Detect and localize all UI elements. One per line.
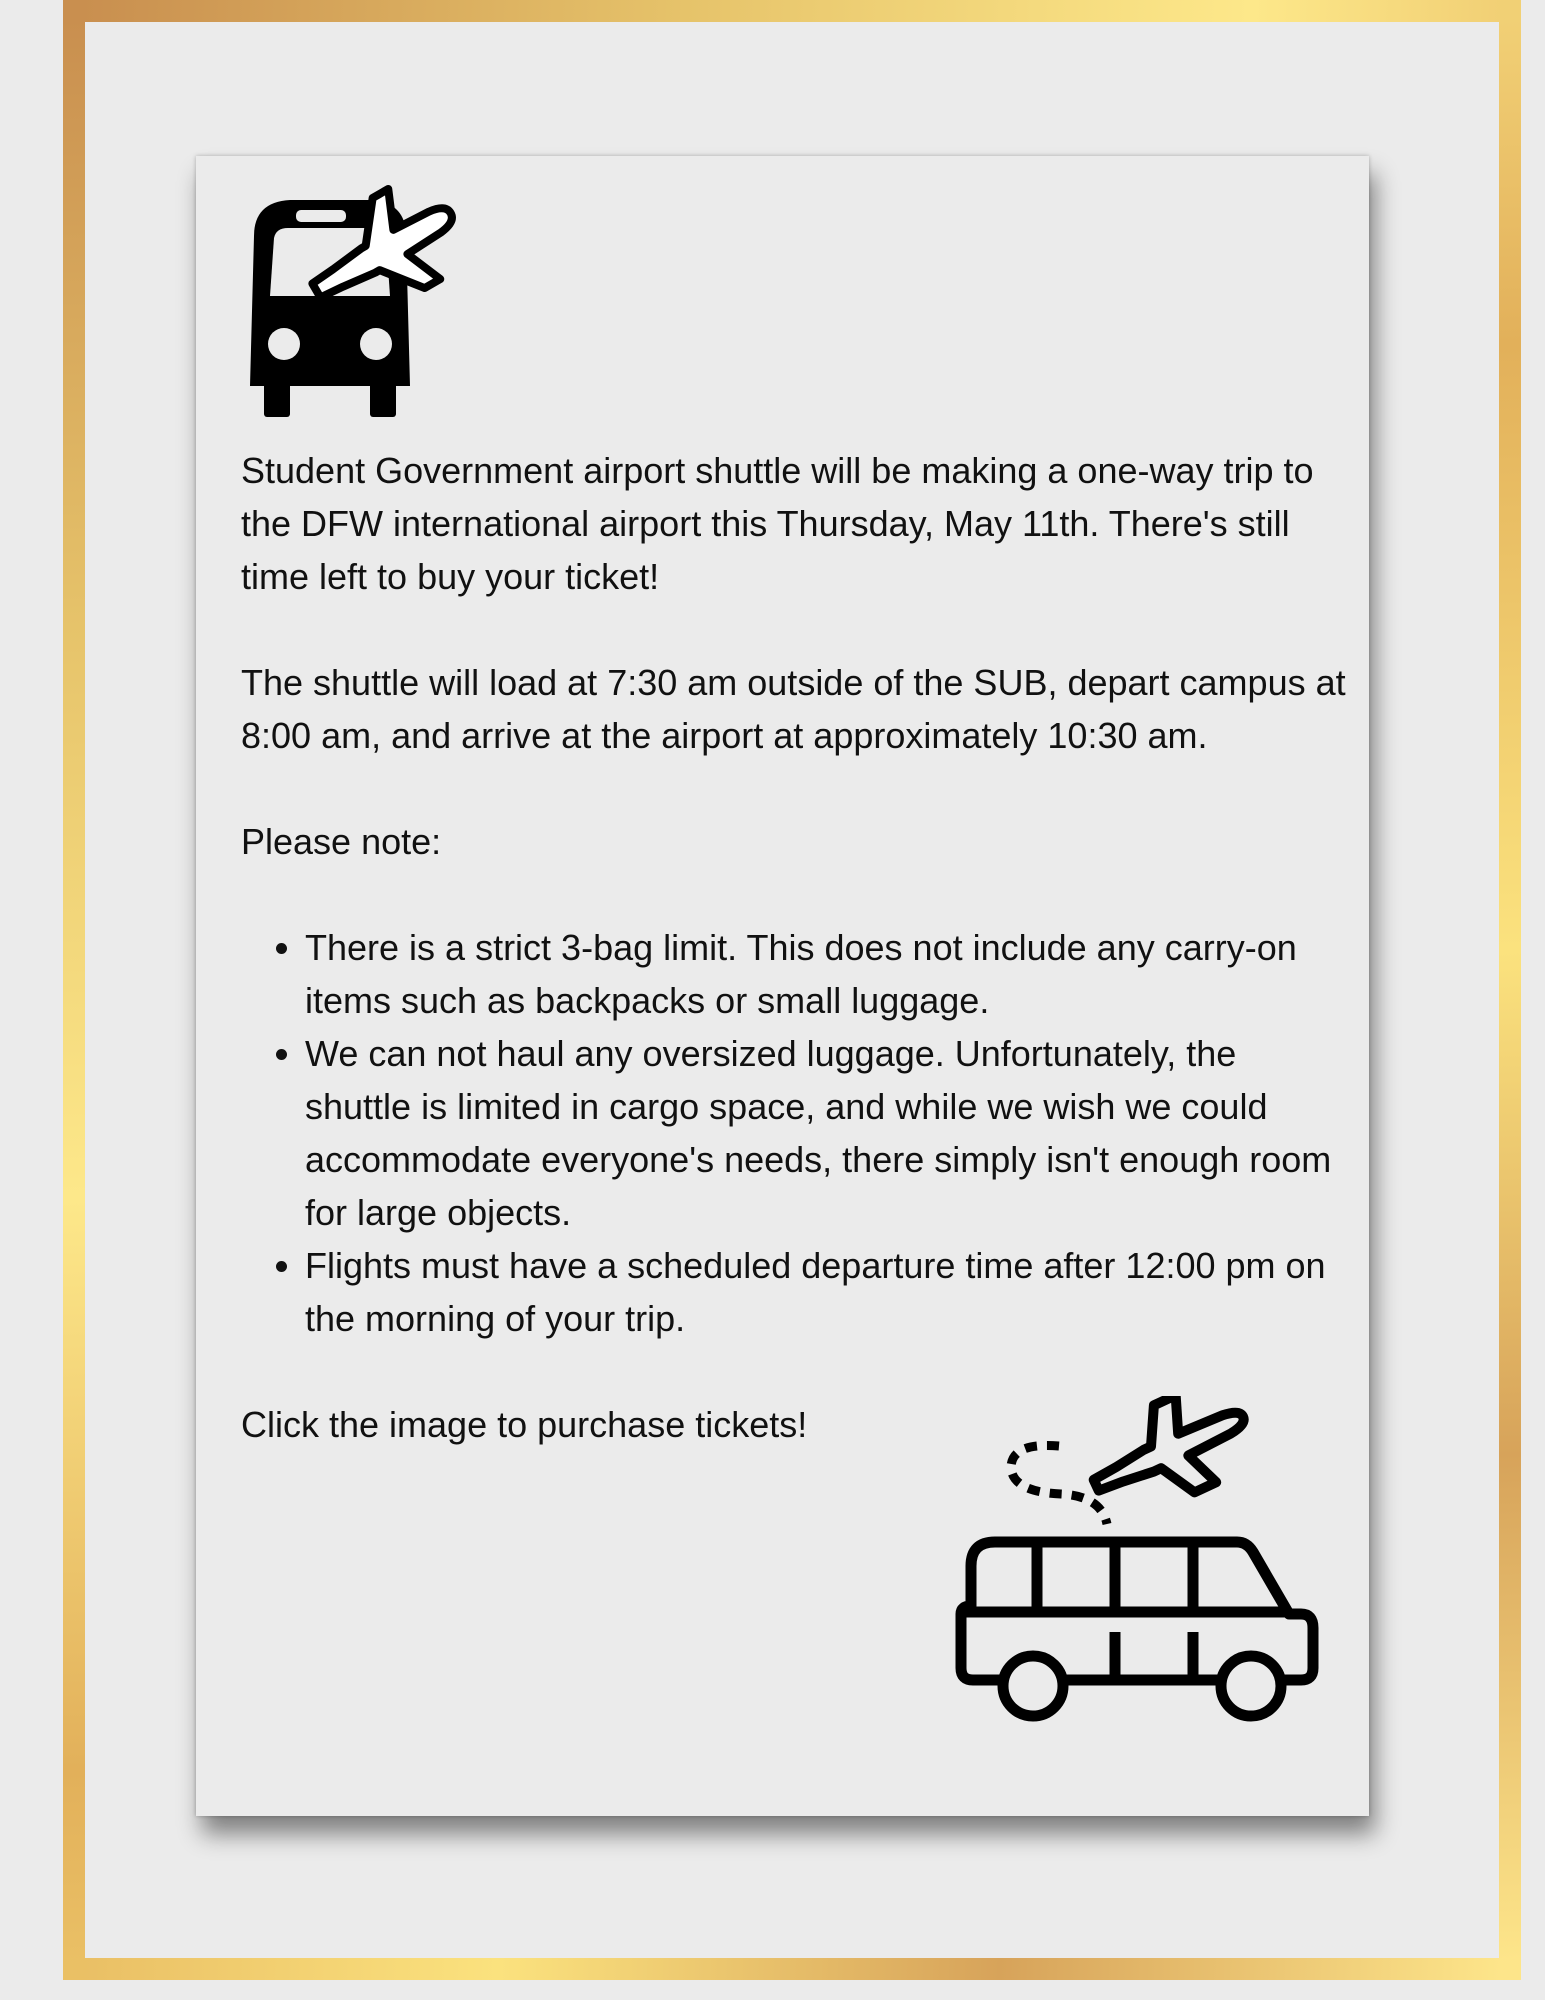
notes-list <box>241 921 1351 1345</box>
shuttle-van-with-airplane-icon[interactable] <box>951 1396 1331 1776</box>
notes-heading: Please note: <box>241 821 442 862</box>
flyer-card <box>196 156 1369 1816</box>
schedule-paragraph: The shuttle will load at 7:30 am outside of the SUB, depart campus at 8:00 am, and arrive at the airport at approximately 10:30 am. <box>241 662 1346 756</box>
intro-paragraph: Student Government airport shuttle will be making a one-way trip to the DFW international airport this Thursday, May 11th. There's still time left to buy your ticket! <box>241 450 1314 597</box>
note-item-oversized-luggage: • We can not haul any oversized luggage. Unfortunately, the shuttle is limited in cargo space, and while we wish we could accommodate everyone's needs, there simply isn't enough room for large objects. <box>305 1027 1351 1239</box>
note-item-flight-time: • Flights must have a scheduled departure time after 12:00 pm on the morning of your trip. <box>305 1239 1351 1345</box>
purchase-cta-text: Click the image to purchase tickets! <box>241 1404 808 1445</box>
flyer-content <box>241 444 1351 1504</box>
bus-with-airplane-icon <box>240 176 470 436</box>
note-item-bag-limit: • There is a strict 3-bag limit. This does not include any carry-on items such as backpacks or small luggage. <box>305 921 1351 1027</box>
